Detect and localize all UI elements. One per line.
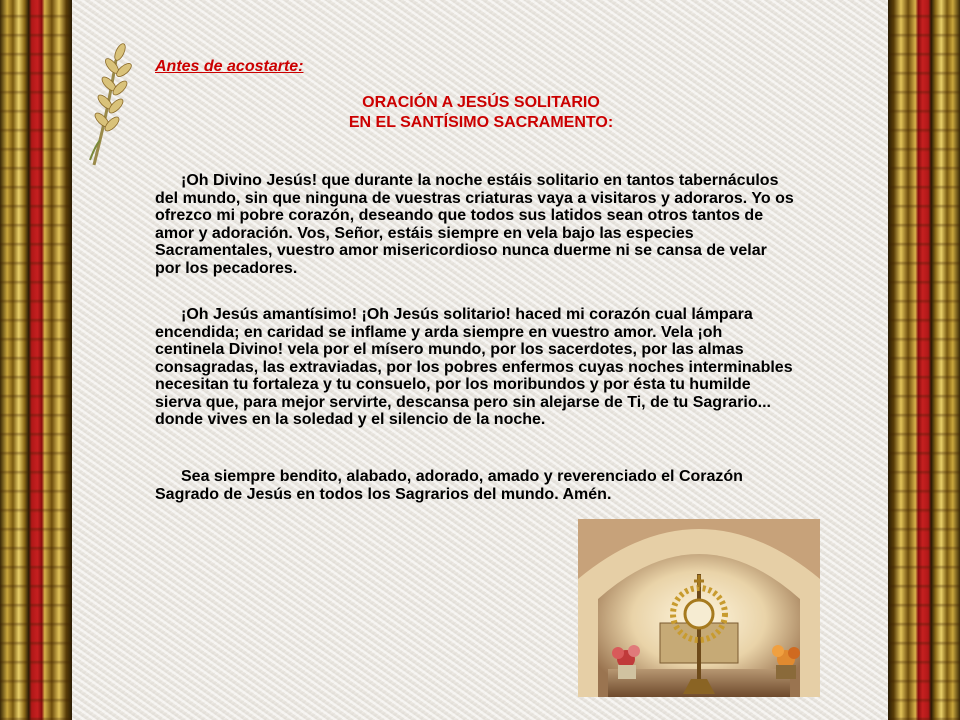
right-ornate-border [888,0,960,720]
wheat-sheaf-icon [86,40,136,170]
prayer-paragraph-3: Sea siempre bendito, alabado, adorado, amado y reverenciado el Corazón Sagrado de Jesús en todos los Sagrarios del mundo. Amén. [155,468,743,503]
prayer-title-line2: EN EL SANTÍSIMO SACRAMENTO: [348,114,614,131]
left-ornate-border [0,0,72,720]
prayer-title-line1: ORACIÓN A JESÚS SOLITARIO [362,94,600,111]
prayer-paragraph-2: ¡Oh Jesús amantísimo! ¡Oh Jesús solitario! haced mi corazón cual lámpara encendida; en caridad se inflame y arda siempre en vuestro amor. Vela ¡oh centinela Divino! vela por el mísero mundo, por los sacerdotes, por las almas consagradas, las extraviadas, por los pobres enfermos cuyas noches interminables necesitan tu fortaleza y tu consuelo, por los moribundos y por ésta tu humilde sierva que, para mejor servirte, descansa pero sin alejarse de Ti, de tu Sagrario... donde vives en la soledad y el silencio de la noche. [155,306,793,428]
prayer-paragraph-1: ¡Oh Divino Jesús! que durante la noche estáis solitario en tantos tabernáculos del mundo, sin que ninguna de vuestras criaturas vaya a visitaros y adoraros. Yo os ofrezco mi pobre corazón, deseando que todos sus latidos sean otros tantos de amor y adoración. Vos, Señor, estáis siempre en vela bajo las especies Sacramentales, vuestro amor misericordioso nunca duerme ni se cansa de velar por los pecadores. [155,172,794,277]
prayer-title [155,93,807,133]
monstrance-chapel-photo [578,519,820,697]
before-bed-heading: Antes de acostarte: [155,58,304,75]
